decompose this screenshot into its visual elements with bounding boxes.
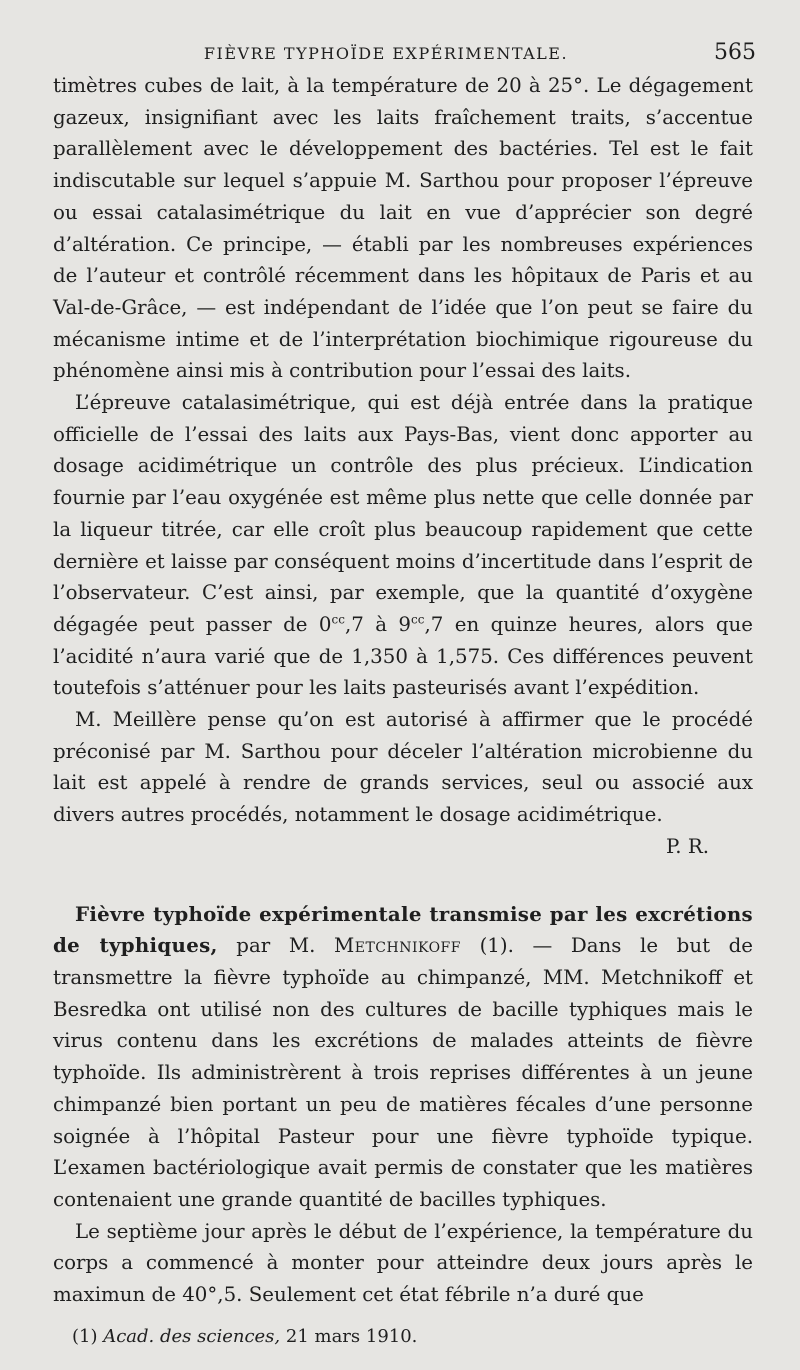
paragraph-text: — Dans le but de transmettre la fièvre typhoïde au chimpanzé, MM. Metchnikoff et Besredka ont utilisé non des cultures de bacille typhiques mais le virus contenu dans les excrétions de malades atteints de fièvre typhoïde. Ils administrèrent à trois reprises différentes à un jeune chimpanzé bien portant un peu de matières fécales d’une personne soignée à l’hôpital Pasteur pour une fièvre typhoïde typique. L’examen bactériologique avait permis de constater que les matières contenaient une grande quantité de bacilles typhiques. (53, 934, 753, 1211)
section-gap (53, 863, 753, 899)
author-signature: P. R. (665, 834, 709, 858)
author-name: Metchnikoff (333, 934, 461, 958)
page-header (56, 40, 756, 70)
unit-superscript: cc (411, 612, 425, 627)
footnote-date: 21 mars 1910. (280, 1326, 418, 1347)
page-number: 565 (714, 40, 756, 65)
paragraph-text: ,7 en quinze heures, alors que l’acidité n’aura varié que de 1,350 à 1,575. Ces différences peuvent toutefois s’atténuer pour les laits pasteurisés avant l’expédition. (53, 612, 753, 700)
paragraph-text: L’épreuve catalasimétrique, qui est déjà entrée dans la pratique officielle de l’essai des laits aux Pays-Bas, vient donc apporter au dosage acidimétrique un contrôle des plus précieux. L’indication fournie par l’eau oxygénée est même plus nette que celle donnée par la liqueur titrée, car elle croît plus beaucoup rapidement que cette dernière et laisse par conséquent moins d’incertitude dans l’esprit de l’observateur. C’est ainsi, par exemple, que la quantité d’oxygène dégagée peut passer de 0 (53, 391, 753, 636)
paragraph-text: par M. (217, 934, 334, 958)
paragraph-continuation: timètres cubes de lait, à la température de 20 à 25°. Le dégagement gazeux, insignifiant avec les laits fraîchement traits, s’accentue parallèlement avec le développement des bactéries. Tel est le fait indiscutable sur lequel s’appuie M. Sarthou pour proposer l’épreuve ou essai catalasimétrique du lait en vue d’apprécier son degré d’altération. Ce principe, — établi par les nombreuses expériences de l’auteur et contrôlé récemment dans les hôpitaux de Paris et au Val-de-Grâce, — est indépendant de l’idée que l’on peut se faire du mécanisme intime et de l’interprétation biochimique rigoureuse du phénomène ainsi mis à contribution pour l’essai des laits. (53, 74, 753, 383)
footnote-mark: (1) (72, 1326, 104, 1347)
running-title: FIÈVRE TYPHOÏDE EXPÉRIMENTALE. (203, 44, 569, 63)
footnote-source: Acad. des sciences, (103, 1326, 281, 1347)
paragraph-fever-course: Le septième jour après le début de l’expérience, la température du corps a commencé à monter pour atteindre deux jours après le maximun de 40°,5. Seulement cet état fébrile n’a duré que (53, 1219, 753, 1307)
section-title: Fièvre typhoïde expérimentale transmise par les excrétions de typhiques, (53, 901, 753, 958)
paragraph-text: ,7 à 9 (344, 612, 412, 636)
footnote (72, 1326, 417, 1347)
footnote-ref: (1). (460, 934, 514, 958)
unit-superscript: cc (331, 612, 345, 627)
paragraph-catalasimetric-test (53, 387, 753, 704)
paragraph-typhoid-section (53, 899, 753, 1216)
paragraph-meillere: M. Meillère pense qu’on est autorisé à affirmer que le procédé préconisé par M. Sarthou pour déceler l’altération microbienne du lait est appelé à rendre de grands services, seul ou associé aux divers autres procédés, notamment le dosage acidimétrique. (53, 708, 753, 827)
page-body (53, 70, 753, 1311)
